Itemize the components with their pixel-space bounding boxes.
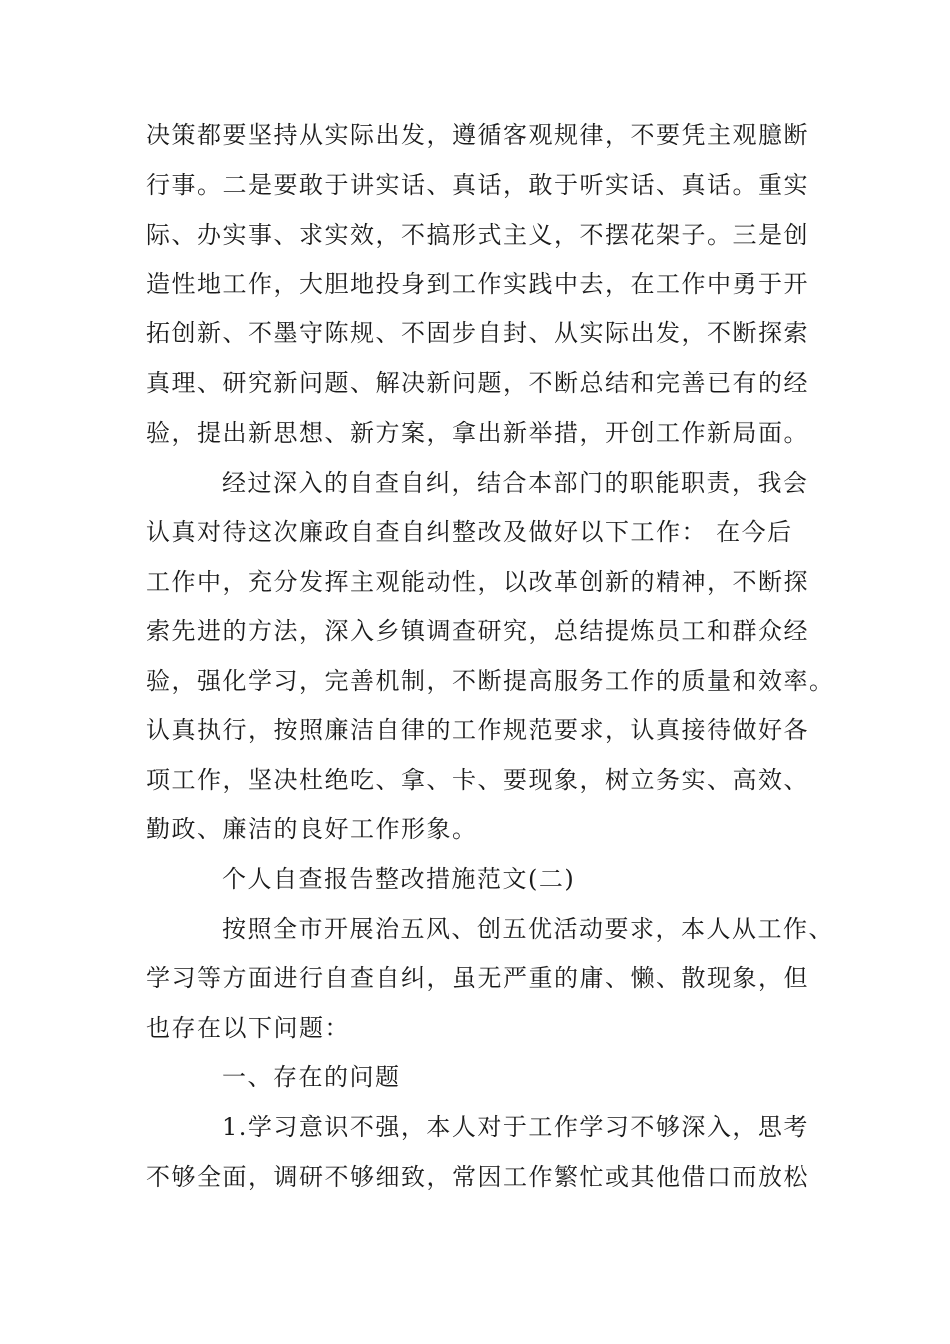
text-line: 学习等方面进行自查自纠，虽无严重的庸、懒、散现象，但: [146, 964, 809, 992]
section-heading: 个人自查报告整改措施范文(二): [222, 865, 576, 893]
text-line: 真理、研究新问题、解决新问题，不断总结和完善已有的经: [146, 369, 809, 397]
text-line: 索先进的方法，深入乡镇调查研究，总结提炼员工和群众经: [146, 617, 809, 645]
text-line: 工作中，充分发挥主观能动性，以改革创新的精神，不断探: [146, 568, 809, 596]
subsection-heading: 一、存在的问题: [222, 1063, 401, 1091]
text-line: 拓创新、不墨守陈规、不固步自封、从实际出发，不断探索: [146, 319, 809, 347]
paragraph-first-line: 经过深入的自查自纠，结合本部门的职能职责，我会: [222, 469, 809, 497]
text-line: 决策都要坚持从实际出发，遵循客观规律，不要凭主观臆断: [146, 121, 809, 149]
text-line: 也存在以下问题：: [146, 1014, 350, 1042]
paragraph-first-line: 1.学习意识不强，本人对于工作学习不够深入，思考: [222, 1113, 809, 1141]
text-line: 勤政、廉洁的良好工作形象。: [146, 815, 478, 843]
text-line: 造性地工作，大胆地投身到工作实践中去，在工作中勇于开: [146, 270, 809, 298]
text-line: 行事。二是要敢于讲实话、真话，敢于听实话、真话。重实: [146, 171, 809, 199]
text-line: 际、办实事、求实效，不搞形式主义，不摆花架子。三是创: [146, 221, 809, 249]
text-line: 认真执行，按照廉洁自律的工作规范要求，认真接待做好各: [146, 716, 809, 744]
text-line: 项工作，坚决杜绝吃、拿、卡、要现象，树立务实、高效、: [146, 766, 809, 794]
text-line: 验，强化学习，完善机制，不断提高服务工作的质量和效率。: [146, 667, 835, 695]
text-line: 不够全面，调研不够细致，常因工作繁忙或其他借口而放松: [146, 1163, 809, 1191]
paragraph-first-line: 按照全市开展治五风、创五优活动要求，本人从工作、: [222, 915, 834, 943]
text-line: 认真对待这次廉政自查自纠整改及做好以下工作： 在今后: [146, 518, 793, 546]
text-line: 验，提出新思想、新方案，拿出新举措，开创工作新局面。: [146, 419, 809, 447]
